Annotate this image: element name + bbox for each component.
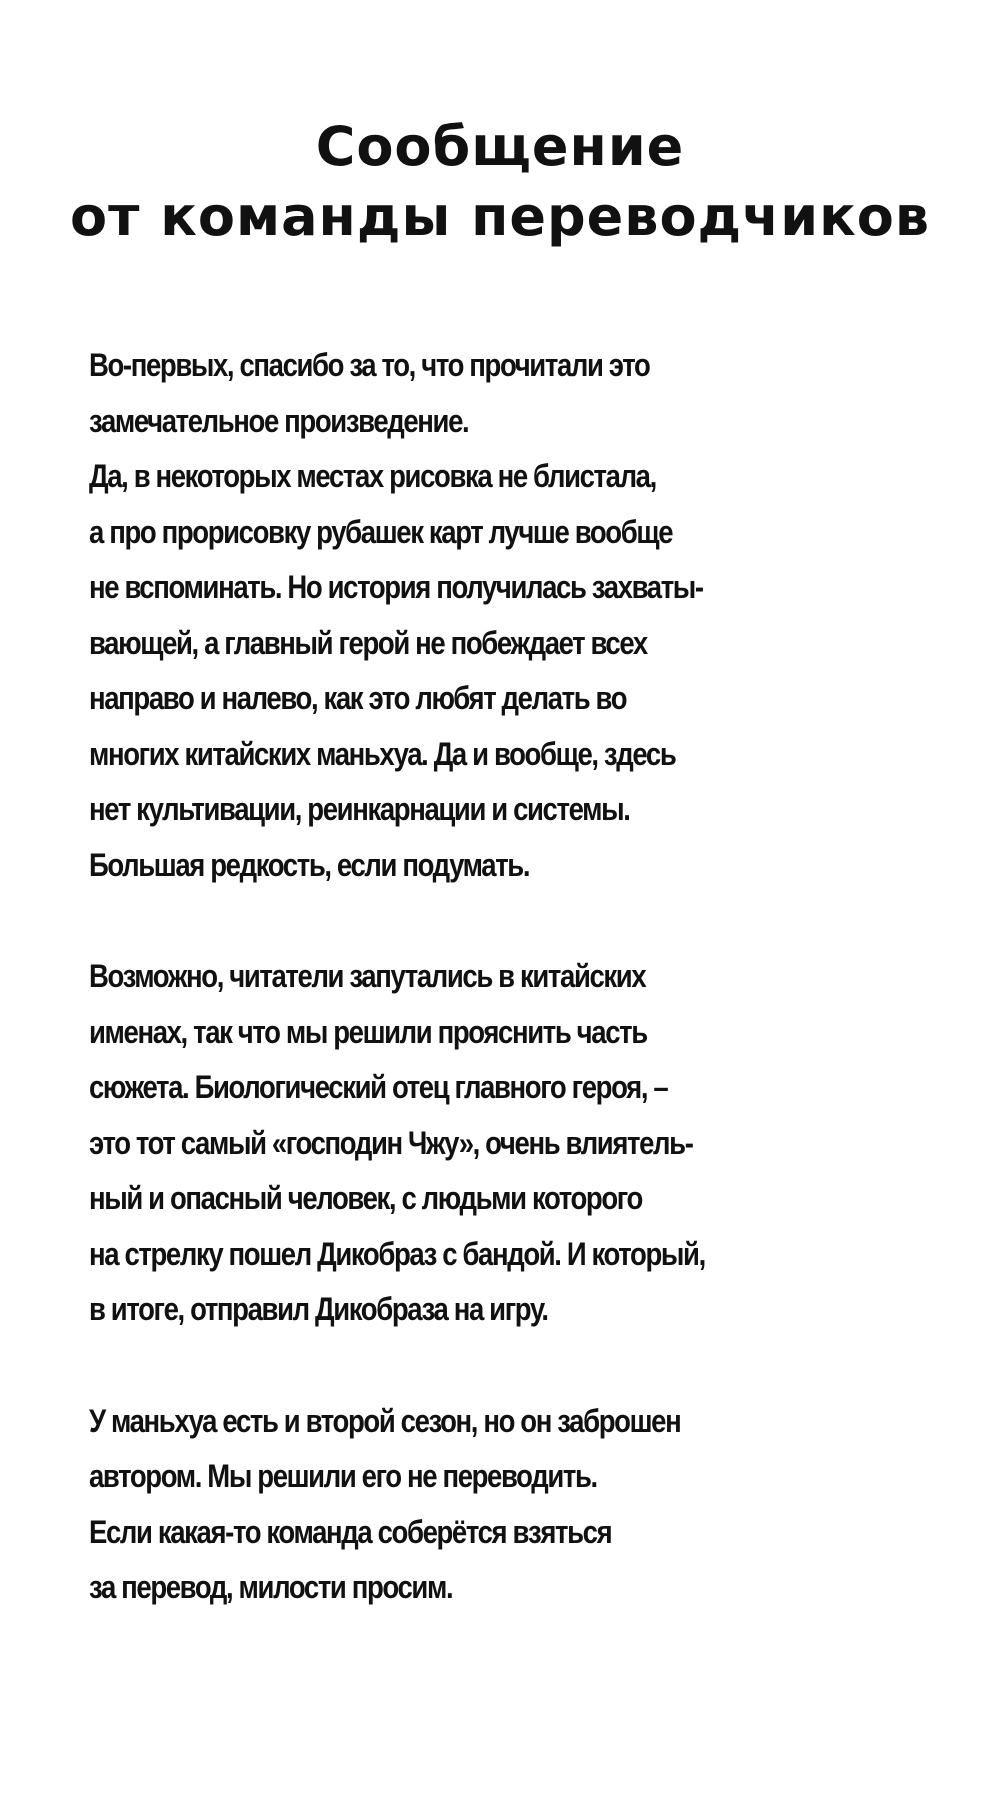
text-line: нет культивации, реинкарнации и системы. [89,791,630,827]
page-title [0,112,1000,252]
text-line: сюжета. Биологический отец главного героя, – [89,1069,668,1105]
text-line: Во-первых, спасибо за то, что прочитали это [89,347,650,383]
paragraph-intro [89,338,949,893]
text-line: многих китайских маньхуа. Да и вообще, здесь [89,735,676,772]
text-line: не вспоминать. Но история получилась захваты- [89,569,703,605]
title-line-2: от команды переводчиков [70,185,930,248]
paragraph-second-season [89,1394,949,1616]
text-line: У маньхуа есть и второй сезон, но он заброшен [89,1402,681,1439]
text-line: за перевод, милости просим. [89,1569,453,1605]
title-line-1: Сообщение [315,115,685,178]
text-line: это тот самый «господин Чжу», очень влиятель- [89,1124,693,1161]
text-line: именах, так что мы решили прояснить часть [89,1013,647,1050]
text-line: в итоге, отправил Дикобраза на игру. [89,1291,548,1327]
text-line: на стрелку пошел Дикобраз с бандой. И который, [89,1235,705,1272]
text-line: ный и опасный человек, с людьми которого [89,1180,642,1216]
text-line: Если какая-то команда соберётся взяться [89,1513,612,1550]
text-line: а про прорисовку рубашек карт лучше вообще [89,513,673,550]
text-line: Да, в некоторых местах рисовка не блистала, [89,458,656,494]
text-line: Большая редкость, если подумать. [89,846,530,883]
text-line: вающей, а главный герой не побеждает всех [89,624,647,661]
paragraph-plot-explanation [89,949,949,1338]
text-line: направо и налево, как это любят делать во [89,680,627,716]
message-body [89,338,949,1672]
text-line: замечательное произведение. [89,402,469,439]
text-line: автором. Мы решили его не переводить. [89,1458,597,1494]
text-line: Возможно, читатели запутались в китайских [89,958,646,994]
